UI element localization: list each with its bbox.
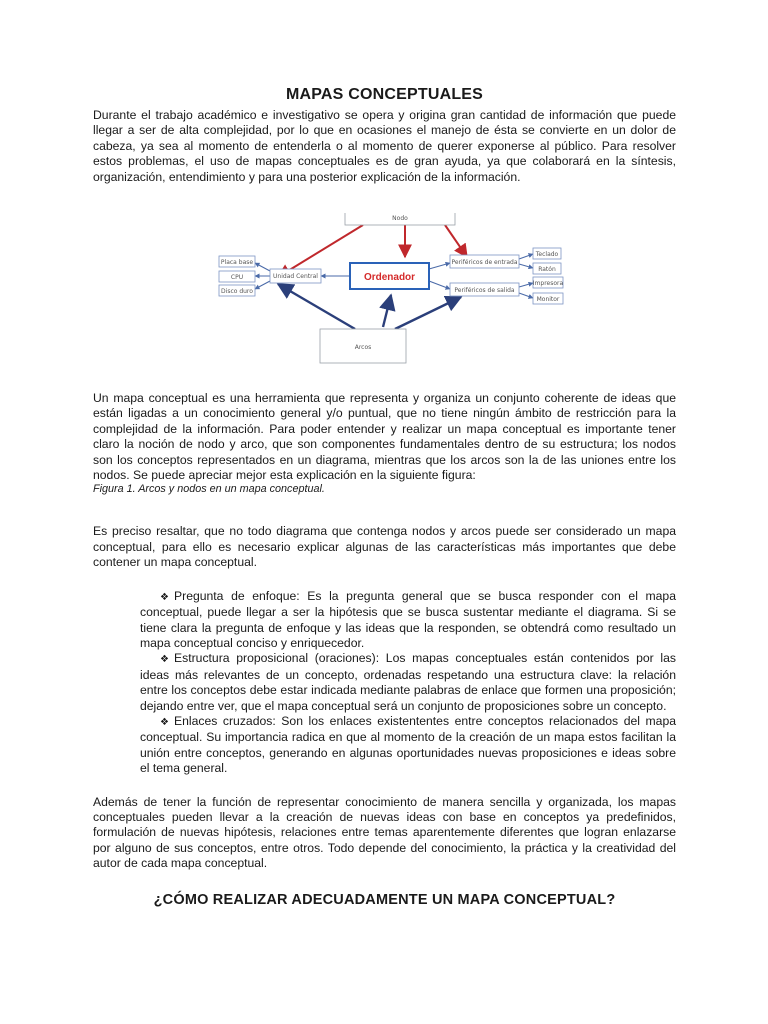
diamond-bullet-icon: ❖ [160, 654, 169, 666]
list-item-text: Estructura proposicional (oraciones): Los mapas conceptuales están contenidos por las ideas más relevantes de un concepto, ordenadas respetando una estructura clave: la relación entre los conceptos debe estar indicada mediante palabras de enlace que formen una proposición; dejando entre ver, que el mapa conceptual será un conjunto de proposiciones sobre un concepto. [140, 651, 676, 713]
concept-map-figure [93, 213, 676, 371]
left-leaf-3 [219, 285, 255, 296]
arc-bottom-center [383, 295, 391, 327]
left-leaf-1-label: Placa base [220, 259, 254, 267]
document-page [93, 86, 676, 908]
node-top [345, 213, 455, 225]
paragraph-nodes-arcs: Un mapa conceptual es una herramienta que representa y organiza un conjunto coherente de ideas que están ligadas a un conocimiento general y/o puntual, que no tiene ningún ámbito de restricción para la complejidad de la información. Para poder entender y realizar un mapa conceptual es importante tener claro la noción de nodo y arco, que son componentes fundamentales dentro de su estructura; los nodos son los conceptos representados en un diagrama, mientras que los arcos son la de las uniones entre los nodos. Se puede apreciar mejor esta explicación en la siguiente figura: [93, 391, 676, 483]
left-leaf-2 [219, 271, 255, 282]
diamond-bullet-icon: ❖ [160, 716, 169, 728]
right-bottom-leaf-1 [533, 277, 564, 288]
right-bottom-leaf-1-label: Impresora [532, 280, 564, 288]
arc-right-top-leaf-1 [519, 254, 533, 259]
arc-bottom-left [278, 284, 355, 329]
arc-left-leaf-1 [255, 263, 270, 271]
node-right-top-label: Periféricos de entrada [451, 259, 518, 267]
node-bottom-label: Arcos [354, 344, 372, 352]
right-bottom-leaf-2 [533, 293, 563, 304]
intro-paragraph: Durante el trabajo académico e investigativo se opera y origina gran cantidad de información que puede llegar a ser de alta complejidad, por lo que en ocasiones el manejo de ésta se convierte en un dolor de cabeza, ya sea al momento de entenderla o al momento de querer exponerse al público. Para resolver estos problemas, el uso de mapas conceptuales es de gran ayuda, ya que colaborará en la síntesis, organización, entendimiento y para una posterior explicación de la información. [93, 108, 676, 184]
spacer [93, 571, 676, 589]
node-right-top [450, 255, 519, 268]
node-left [270, 269, 321, 283]
arc-left-leaf-3 [255, 281, 270, 289]
section-subtitle: ¿CÓMO REALIZAR ADECUADAMENTE UN MAPA CONCEPTUAL? [153, 891, 616, 908]
node-center [350, 263, 429, 289]
document-title: MAPAS CONCEPTUALES [285, 86, 484, 103]
left-leaf-3-label: Disco duro [221, 288, 253, 296]
list-item-text: Enlaces cruzados: Son los enlaces existententes entre conceptos relacionados del mapa conceptual. Su importancia radica en que al momento de la creación de un mapa estos facilitan la unión entre conceptos, generando en algunas oportunidades nuevas proposiciones e ideas sobre el tema general. [140, 713, 676, 776]
arc-bottom-right [395, 297, 461, 329]
paragraph-characteristics: Es preciso resaltar, que no todo diagrama que contenga nodos y arcos puede ser considerado un mapa conceptual, para ello es necesario explicar algunas de las características más importantes que debe contener un mapa conceptual. [93, 524, 676, 570]
concept-map-diagram [93, 213, 676, 371]
arc-top-right [445, 225, 467, 257]
arc-right-top-leaf-2 [519, 264, 533, 268]
node-center-label: Ordenador [363, 272, 416, 284]
right-bottom-leaf-2-label: Monitor [536, 296, 560, 304]
paragraph-functions: Además de tener la función de representar conocimiento de manera sencilla y organizada, los mapas conceptuales pueden llevar a la creación de nuevas ideas con base en conceptos ya predefinidos, formulación de nuevas hipótesis, relaciones entre temas aparentemente diferentes que logran enlazarse por alguno de sus conceptos, entre otros. Todo depende del conocimiento, la práctica y la creatividad del autor de cada mapa conceptual. [93, 794, 676, 871]
spacer [93, 777, 676, 795]
arc-right-bottom-leaf-1 [519, 283, 533, 287]
figure-caption: Figura 1. Arcos y nodos en un mapa conceptual. [93, 483, 325, 496]
diamond-bullet-icon: ❖ [160, 591, 169, 603]
left-leaf-2-label: CPU [230, 274, 244, 282]
node-left-label: Unidad Central [273, 273, 318, 281]
node-bottom [320, 329, 406, 363]
arc-center-right-top [429, 263, 450, 269]
list-item [140, 651, 676, 714]
list-item-text: Pregunta de enfoque: Es la pregunta general que se busca responder con el mapa conceptual, puede llegar a ser la hipótesis que se busca sustentar mediante el diagrama. Si se tiene clara la pregunta de enfoque y las ideas que la responden, se obtendrá como resultado un mapa conceptual conciso y enriquecedor. [140, 588, 676, 650]
node-top-label: Nodo [392, 215, 408, 223]
right-top-leaf-2 [533, 263, 561, 274]
right-top-leaf-1-label: Teclado [535, 251, 559, 259]
list-item [140, 714, 676, 777]
right-top-leaf-2-label: Ratón [538, 266, 556, 274]
arc-right-bottom-leaf-2 [519, 293, 533, 298]
arc-center-right-bottom [429, 281, 450, 289]
list-item [140, 589, 676, 652]
right-top-leaf-1 [533, 248, 561, 259]
node-right-bottom [450, 283, 519, 296]
characteristics-list [140, 589, 676, 777]
left-leaf-1 [219, 256, 255, 267]
node-right-bottom-label: Periféricos de salida [454, 287, 515, 295]
